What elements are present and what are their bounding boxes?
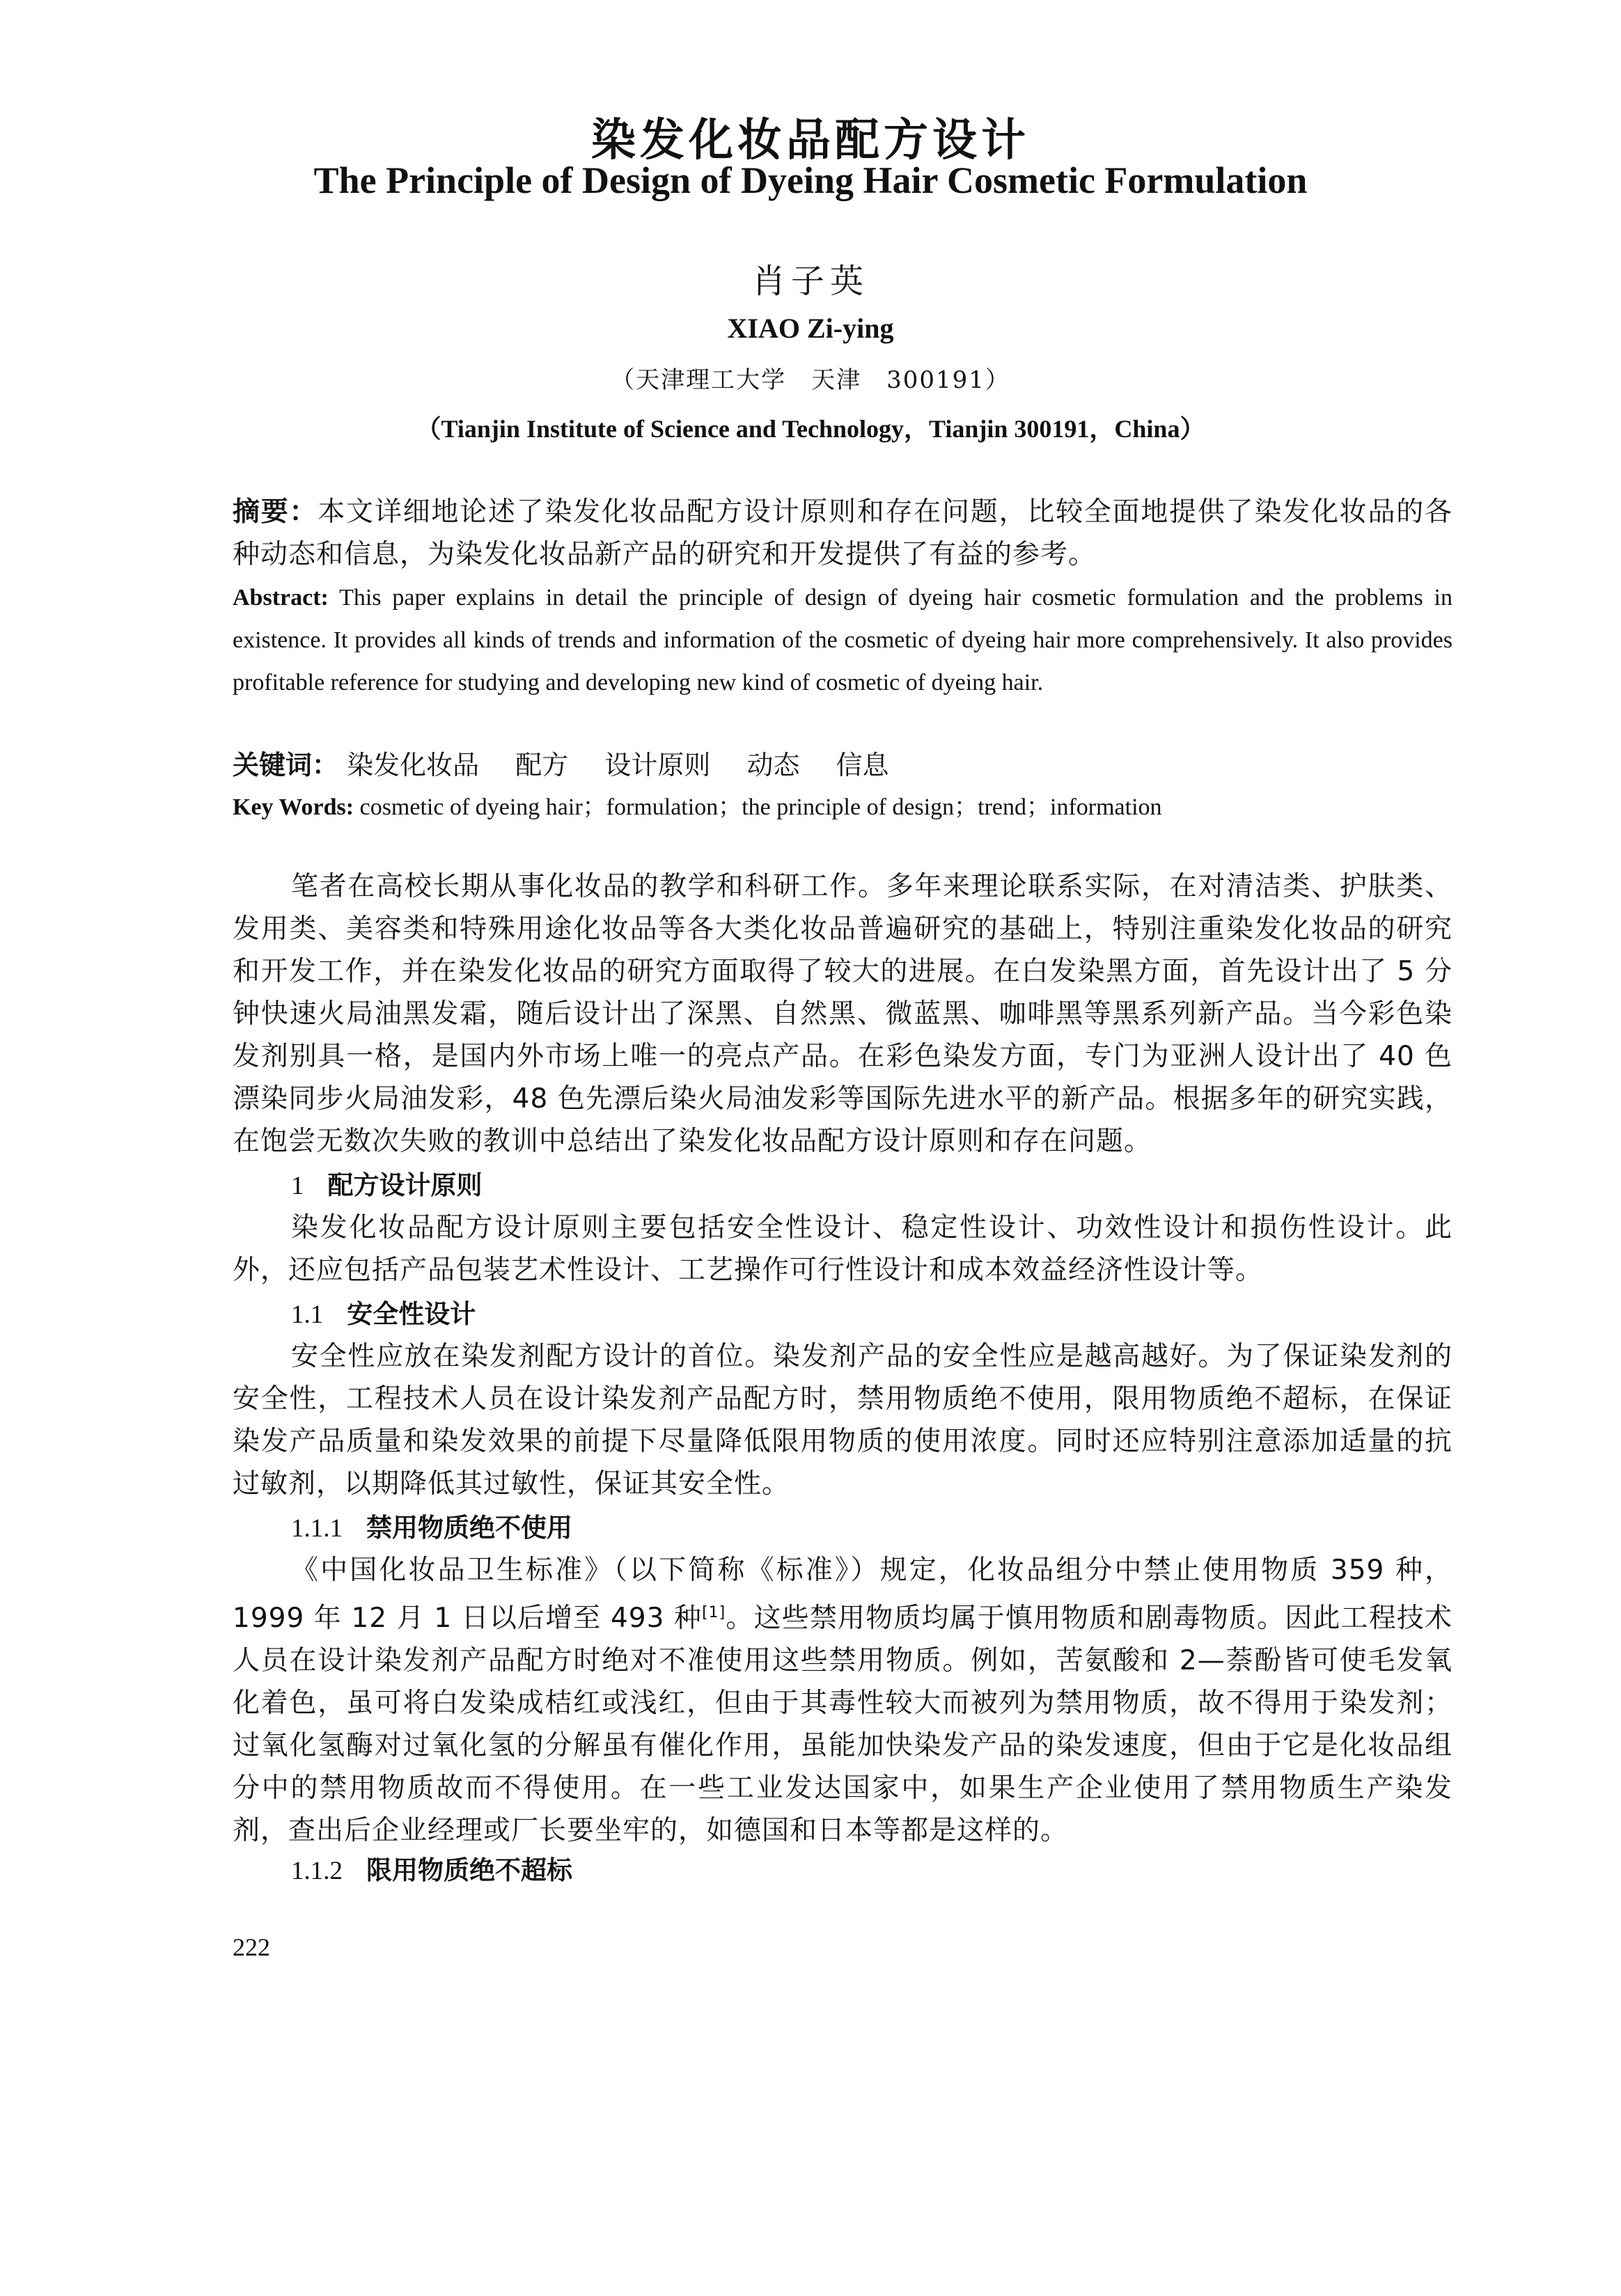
- keywords-en-label: Key Words:: [233, 794, 354, 820]
- citation-reference[interactable]: [1]: [702, 1604, 726, 1621]
- subsubsection-paragraph: [233, 1549, 1452, 1852]
- keyword-zh-item: 信息: [836, 750, 889, 780]
- subsubsection-heading: [233, 1849, 1452, 1887]
- subsection-heading: [233, 1293, 1452, 1330]
- keyword-zh-item: 设计原则: [604, 750, 711, 780]
- author-zh: 肖子英: [751, 262, 869, 301]
- abstract-en-label: Abstract:: [233, 585, 329, 611]
- subsubsection-title: 限用物质绝不超标: [366, 1855, 572, 1885]
- keywords-zh-label: 关键词：: [233, 750, 339, 780]
- author-en: XIAO Zi-ying: [727, 313, 894, 344]
- subsubsection-title: 禁用物质绝不使用: [366, 1513, 572, 1543]
- section-number: 1: [291, 1172, 304, 1200]
- title-zh: 染发化妆品配方设计: [591, 115, 1030, 166]
- abstract-en-text: This paper explains in detail the principle of design of dyeing hair cosmetic formulation and the problems in existence. It provides all kinds of trends and information of the cosmetic of dyeing hair more comprehensively. It also provides profitable reference for studying and developing new kind of cosmetic of dyeing hair.: [233, 585, 1453, 695]
- section-heading: [233, 1164, 1452, 1202]
- keywords-zh: [233, 744, 1452, 782]
- affiliation-en: （Tianjin Institute of Science and Technology，Tianjin 300191，China）: [416, 415, 1205, 443]
- keywords-en-text: cosmetic of dyeing hair；formulation；the principle of design；trend；information: [359, 794, 1162, 820]
- affiliation-zh: （天津理工大学 天津 300191）: [611, 366, 1010, 394]
- section-title: 配方设计原则: [327, 1170, 483, 1200]
- paragraph-text: 。这些禁用物质均属于慎用物质和剧毒物质。因此工程技术人员在设计染发剂产品配方时绝对不准使用这些禁用物质。例如，苦氨酸和 2—萘酚皆可使毛发氧化着色，虽可将白发染成桔红或浅红，但由于其毒性较大而被列为禁用物质，故不得用于染发剂；过氧化氢酶对过氧化氢的分解虽有催化作用，虽能加快染发产品的染发速度，但由于它是化妆品组分中的禁用物质故而不得使用。在一些工业发达国家中，如果生产企业使用了禁用物质生产染发剂，查出后企业经理或厂长要坐牢的，如德国和日本等都是这样的。: [233, 1603, 1452, 1846]
- subsection-title: 安全性设计: [347, 1299, 476, 1329]
- keywords-en: [233, 787, 1452, 821]
- title-en: The Principle of Design of Dyeing Hair Cosmetic Formulation: [313, 159, 1308, 201]
- keyword-zh-item: 配方: [515, 750, 569, 780]
- subsubsection-heading: [233, 1507, 1452, 1544]
- abstract-zh-label: 摘要：: [233, 496, 318, 528]
- subsubsection-number: 1.1.1: [291, 1514, 343, 1543]
- abstract-en: [233, 576, 1452, 704]
- subsection-paragraph: 安全性应放在染发剂配方设计的首位。染发剂产品的安全性应是越高越好。为了保证染发剂的安全性，工程技术人员在设计染发剂产品配方时，禁用物质绝不使用，限用物质绝不超标，在保证染发产品质量和染发效果的前提下尽量降低限用物质的使用浓度。同时还应特别注意添加适量的抗过敏剂，以期降低其过敏性，保证其安全性。: [233, 1341, 1452, 1500]
- intro-paragraph: 笔者在高校长期从事化妆品的教学和科研工作。多年来理论联系实际，在对清洁类、护肤类、发用类、美容类和特殊用途化妆品等各大类化妆品普遍研究的基础上，特别注重染发化妆品的研究和开发工作，并在染发化妆品的研究方面取得了较大的进展。在白发染黑方面，首先设计出了 5 分钟快速火局油黑发霜，随后设计出了深黑、自然黑、微蓝黑、咖啡黑等黑系列新产品。当今彩色染发剂别具一格，是国内外市场上唯一的亮点产品。在彩色染发方面，专门为亚洲人设计出了 40 色漂染同步火局油发彩，48 色先漂后染火局油发彩等国际先进水平的新产品。根据多年的研究实践，在饱尝无数次失败的教训中总结出了染发化妆品配方设计原则和存在问题。: [233, 871, 1452, 1157]
- paragraph-text: 《中国化妆品卫生标准》（以下简称《标准》）规定，化妆品组分中禁止使用物质 359 种，1999 年 12 月 1 日以后增至 493 种: [233, 1555, 1452, 1634]
- subsection-number: 1.1: [291, 1300, 324, 1329]
- section-paragraph: 染发化妆品配方设计原则主要包括安全性设计、稳定性设计、功效性设计和损伤性设计。此外，还应包括产品包装艺术性设计、工艺操作可行性设计和成本效益经济性设计等。: [233, 1212, 1452, 1286]
- abstract-zh-text: 本文详细地论述了染发化妆品配方设计原则和存在问题，比较全面地提供了染发化妆品的各种动态和信息，为染发化妆品新产品的研究和开发提供了有益的参考。: [233, 496, 1452, 570]
- abstract-zh: [233, 491, 1452, 576]
- page-number: 222: [233, 1933, 270, 1961]
- subsubsection-number: 1.1.2: [291, 1857, 343, 1885]
- keyword-zh-item: 染发化妆品: [347, 750, 480, 780]
- keyword-zh-item: 动态: [746, 750, 800, 780]
